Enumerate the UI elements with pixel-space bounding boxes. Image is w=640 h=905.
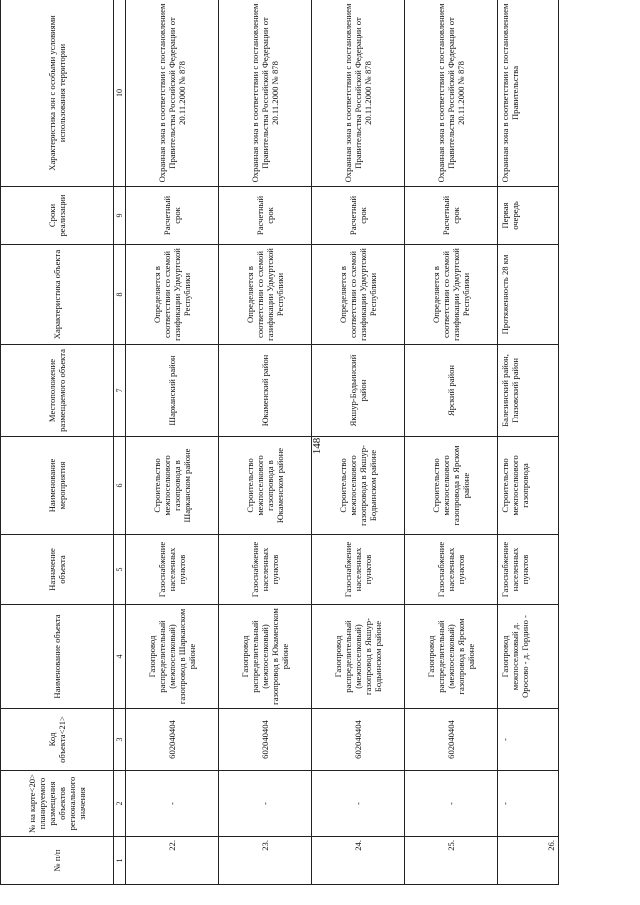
row-location: Балезинский район, Глазовский район	[498, 345, 559, 437]
row-number: 24.	[312, 837, 405, 885]
header-term: Сроки реализации	[1, 187, 114, 245]
row-object-code: 602040404	[126, 709, 219, 771]
row-number: 23.	[219, 837, 312, 885]
header-activity-name: Наименование мероприятия	[1, 437, 114, 535]
header-map-number: № на карте<20> планируемого размещения объектов регионального значения	[1, 771, 114, 837]
header-characteristic: Характеристика объекта	[1, 245, 114, 345]
table-row	[405, 0, 498, 885]
column-number: 10	[114, 0, 126, 187]
row-activity: Строительство межпоселкового газопровода в Якшур-Бодьинском районе	[312, 437, 405, 535]
row-object-purpose: Газоснабжение населенных пунктов	[126, 535, 219, 605]
header-special-zones: Характеристика зон с особыми условиями использования территории	[1, 0, 114, 187]
row-object-code: 602040404	[312, 709, 405, 771]
row-location: Ярский район	[405, 345, 498, 437]
row-map-number: -	[219, 771, 312, 837]
row-activity: Строительство межпоселкового газопровода в Шарканском районе	[126, 437, 219, 535]
row-term: Первая очередь	[498, 187, 559, 245]
row-map-number: -	[312, 771, 405, 837]
row-location: Юкаменский район	[219, 345, 312, 437]
row-term: Расчетный срок	[126, 187, 219, 245]
table-row	[312, 0, 405, 885]
header-object-name: Наименование объекта	[1, 605, 114, 709]
row-activity: Строительство межпоселкового газопровода в Ярском районе	[405, 437, 498, 535]
column-number: 1	[114, 837, 126, 885]
row-object-name: Газопровод распределительный (межпоселковый) газопровод в Шарканском районе	[126, 605, 219, 709]
row-zone: Охранная зона в соответствии с постановлением Правительства Российской Федерации от 20.11.2000 № 878	[126, 0, 219, 187]
row-object-code: 602040404	[405, 709, 498, 771]
row-map-number: -	[405, 771, 498, 837]
column-number: 5	[114, 535, 126, 605]
row-characteristic: Определяется в соответствии со схемой газификации Удмуртской Республики	[219, 245, 312, 345]
column-number: 6	[114, 437, 126, 535]
header-location: Местоположение размещаемого объекта	[1, 345, 114, 437]
row-location: Шарканский район	[126, 345, 219, 437]
table-row	[126, 0, 219, 885]
header-object-code: Код объекта<21>	[1, 709, 114, 771]
row-number: 25.	[405, 837, 498, 885]
column-number: 2	[114, 771, 126, 837]
row-object-purpose: Газоснабжение населенных пунктов	[405, 535, 498, 605]
row-location: Якшур-Бодьинский район	[312, 345, 405, 437]
row-zone: Охранная зона в соответствии с постановлением Правительства Российской Федерации от 20.11.2000 № 878	[219, 0, 312, 187]
row-object-purpose: Газоснабжение населенных пунктов	[219, 535, 312, 605]
row-zone: Охранная зона в соответствии с постановлением Правительства Российской Федерации от 20.11.2000 № 878	[405, 0, 498, 187]
row-zone: Охранная зона в соответствии с постановлением Правительства Российской Федерации от 20.11.2000 № 878	[312, 0, 405, 187]
column-number-row	[114, 0, 126, 885]
row-term: Расчетный срок	[312, 187, 405, 245]
row-object-name: Газопровод распределительный (межпоселковый) газопровод в Ярском районе	[405, 605, 498, 709]
row-activity: Строительство межпоселкового газопровода в Юкаменском районе	[219, 437, 312, 535]
page-number: 148	[311, 437, 323, 455]
row-number: 26.	[498, 837, 559, 885]
row-term: Расчетный срок	[219, 187, 312, 245]
row-activity: Строительство межпоселкового газопровода	[498, 437, 559, 535]
row-object-name: Газопровод межпоселковый д. Оросово - д. Гордино -	[498, 605, 559, 709]
column-number: 7	[114, 345, 126, 437]
column-number: 8	[114, 245, 126, 345]
column-number: 4	[114, 605, 126, 709]
row-characteristic: Определяется в соответствии со схемой газификации Удмуртской Республики	[312, 245, 405, 345]
table-row	[498, 0, 559, 885]
column-number: 3	[114, 709, 126, 771]
row-object-code: -	[498, 709, 559, 771]
row-characteristic: Определяется в соответствии со схемой газификации Удмуртской Республики	[126, 245, 219, 345]
row-map-number: -	[498, 771, 559, 837]
row-object-name: Газопровод распределительный (межпоселковый) газопровод в Якшур-Бодьинском районе	[312, 605, 405, 709]
header-object-purpose: Назначение объекта	[1, 535, 114, 605]
row-zone: Охранная зона в соответствии с постановлением Правительства	[498, 0, 559, 187]
row-characteristic: Определяется в соответствии со схемой газификации Удмуртской Республики	[405, 245, 498, 345]
header-num: № п/п	[1, 837, 114, 885]
row-number: 22.	[126, 837, 219, 885]
column-number: 9	[114, 187, 126, 245]
table-row	[219, 0, 312, 885]
row-characteristic: Протяженность 28 км	[498, 245, 559, 345]
row-term: Расчетный срок	[405, 187, 498, 245]
row-object-name: Газопровод распределительный (межпоселковый) газопровод в Юкаменском районе	[219, 605, 312, 709]
row-object-code: 602040404	[219, 709, 312, 771]
row-map-number: -	[126, 771, 219, 837]
header-row	[1, 0, 114, 885]
row-object-purpose: Газоснабжение населенных пунктов	[498, 535, 559, 605]
row-object-purpose: Газоснабжение населенных пунктов	[312, 535, 405, 605]
